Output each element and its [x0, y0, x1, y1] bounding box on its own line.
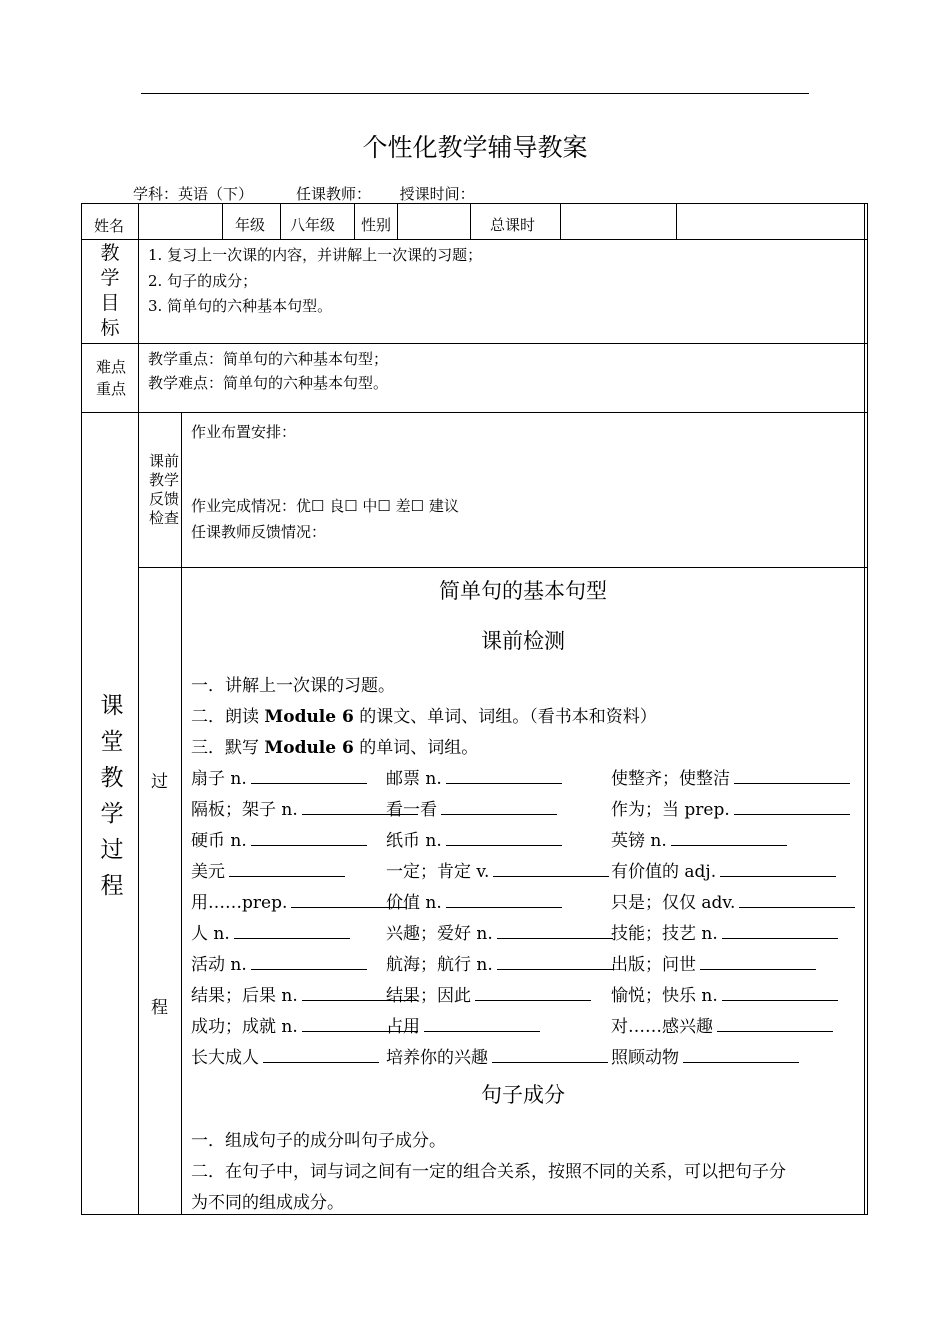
col-divider	[397, 203, 398, 239]
answer-blank[interactable]	[475, 986, 591, 1001]
vocab-item	[191, 981, 418, 1006]
sentence-para-2b: 为不同的组成成分。	[191, 1193, 344, 1213]
vocab-item	[386, 795, 557, 820]
heading-pre-test: 课前检测	[481, 629, 565, 653]
vocab-label: 占用	[386, 1017, 420, 1037]
goals-label: 教 学 目 标	[100, 242, 120, 339]
vocab-item	[191, 795, 418, 820]
heading-sentence-parts: 句子成分	[481, 1083, 565, 1107]
key-label: 难点 重点	[95, 358, 126, 398]
vocab-label: 扇子 n.	[191, 769, 247, 789]
vocab-item	[191, 919, 350, 944]
col-divider	[354, 203, 355, 239]
col-divider	[280, 203, 281, 239]
process-guo: 过	[151, 772, 168, 792]
answer-blank[interactable]	[441, 800, 557, 815]
vocab-item	[611, 888, 855, 913]
label-gender: 性别	[361, 216, 392, 234]
vocab-item	[386, 764, 562, 789]
sentence-para-2: 二．在句子中，词与词之间有一定的组合关系，按照不同的关系，可以把句子分	[191, 1162, 786, 1182]
col-divider	[470, 203, 471, 239]
answer-blank[interactable]	[734, 800, 850, 815]
vocab-label: 价值 n.	[386, 893, 442, 913]
sentence-para-1: 一．组成句子的成分叫句子成分。	[191, 1131, 446, 1151]
vocab-label: 结果；后果 n.	[191, 986, 298, 1006]
heading-basic-patterns: 简单句的基本句型	[439, 579, 607, 603]
goal-item: 1. 复习上一次课的内容，并讲解上一次课的习题；	[148, 246, 483, 264]
answer-blank[interactable]	[683, 1048, 799, 1063]
vocab-item	[386, 857, 609, 882]
vocab-label: 成功；成就 n.	[191, 1017, 298, 1037]
vocab-label: 看一看	[386, 800, 437, 820]
vocab-label: 英镑 n.	[611, 831, 667, 851]
vocab-label: 用……prep.	[191, 893, 288, 913]
process-cheng: 程	[151, 998, 168, 1018]
answer-blank[interactable]	[720, 862, 836, 877]
vocab-item	[191, 1043, 379, 1068]
answer-blank[interactable]	[446, 769, 562, 784]
vocab-item	[611, 764, 850, 789]
answer-blank[interactable]	[722, 986, 838, 1001]
vocab-label: 活动 n.	[191, 955, 247, 975]
answer-blank[interactable]	[717, 1017, 833, 1032]
vocab-item	[386, 1012, 540, 1037]
vocab-label: 长大成人	[191, 1048, 259, 1068]
vocab-label: 一定；肯定 v.	[386, 862, 490, 882]
vocab-item	[611, 981, 838, 1006]
vocab-label: 隔板；架子 n.	[191, 800, 298, 820]
row-divider	[138, 567, 868, 568]
vocab-item	[386, 826, 562, 851]
goal-item: 3. 简单句的六种基本句型。	[148, 297, 333, 315]
answer-blank[interactable]	[734, 769, 850, 784]
vocab-item	[386, 1043, 608, 1068]
row-divider	[81, 412, 868, 413]
col-divider	[676, 203, 677, 239]
page-title: 个性化教学辅导教案	[362, 133, 588, 162]
vocab-label: 结果；因此	[386, 986, 471, 1006]
vocab-item	[191, 857, 345, 882]
row-divider	[81, 343, 868, 344]
vocab-label: 技能；技艺 n.	[611, 924, 718, 944]
answer-blank[interactable]	[671, 831, 787, 846]
header-rule	[141, 93, 809, 94]
vocab-item	[611, 919, 838, 944]
answer-blank[interactable]	[492, 1048, 608, 1063]
para-2: 二．朗读 Module 6 的课文、单词、词组。（看书本和资料）	[191, 707, 657, 727]
col-divider	[138, 203, 139, 1215]
vocab-label: 航海；航行 n.	[386, 955, 493, 975]
vocab-item	[386, 981, 591, 1006]
vocab-label: 纸币 n.	[386, 831, 442, 851]
vocab-item	[611, 826, 787, 851]
meta-time: 授课时间：	[399, 185, 475, 203]
answer-blank[interactable]	[251, 831, 367, 846]
key-line: 教学难点：简单句的六种基本句型。	[148, 374, 389, 392]
label-name: 姓名	[94, 217, 125, 235]
vocab-item	[191, 764, 367, 789]
vocab-item	[611, 795, 850, 820]
answer-blank[interactable]	[497, 924, 613, 939]
value-grade: 八年级	[290, 216, 336, 234]
vocab-item	[191, 888, 407, 913]
vocab-item	[386, 919, 613, 944]
vocab-item	[191, 950, 367, 975]
process-label: 课 堂 教 学 过 程	[100, 693, 124, 899]
vocab-label: 作为；当 prep.	[611, 800, 730, 820]
vocab-label: 硬币 n.	[191, 831, 247, 851]
meta-teacher: 任课教师：	[295, 185, 371, 203]
vocab-label: 有价值的 adj.	[611, 862, 717, 882]
goal-item: 2. 句子的成分；	[148, 272, 258, 290]
answer-blank[interactable]	[722, 924, 838, 939]
vocab-label: 兴趣；爱好 n.	[386, 924, 493, 944]
answer-blank[interactable]	[493, 862, 609, 877]
vocab-item	[191, 1012, 418, 1037]
meta-line	[133, 183, 475, 204]
col-divider	[560, 203, 561, 239]
label-grade: 年级	[235, 216, 266, 234]
vocab-label: 邮票 n.	[386, 769, 442, 789]
answer-blank[interactable]	[424, 1017, 540, 1032]
answer-blank[interactable]	[497, 955, 613, 970]
vocab-item	[611, 857, 836, 882]
answer-blank[interactable]	[739, 893, 855, 908]
hw-arrange: 作业布置安排：	[191, 423, 297, 441]
vocab-item	[611, 1043, 799, 1068]
vocab-label: 对……感兴趣	[611, 1017, 713, 1037]
col-divider	[222, 203, 223, 239]
vocab-label: 照顾动物	[611, 1048, 679, 1068]
row-divider	[81, 239, 868, 240]
pre-check-label: 课前 教学 反馈 检查	[148, 452, 179, 527]
vocab-item	[386, 888, 562, 913]
meta-subject: 学科：英语（下）	[133, 185, 254, 203]
para-3: 三．默写 Module 6 的单词、词组。	[191, 738, 479, 758]
vocab-label: 愉悦；快乐 n.	[611, 986, 718, 1006]
vocab-label: 使整齐；使整洁	[611, 769, 730, 789]
vocab-item	[191, 826, 367, 851]
answer-blank[interactable]	[446, 831, 562, 846]
answer-blank[interactable]	[251, 769, 367, 784]
answer-blank[interactable]	[263, 1048, 379, 1063]
vocab-item	[386, 950, 613, 975]
vocab-label: 只是；仅仅 adv.	[611, 893, 736, 913]
hw-done: 作业完成情况：优☐ 良☐ 中☐ 差☐ 建议	[191, 497, 459, 515]
vocab-label: 出版；问世	[611, 955, 696, 975]
teacher-feedback: 任课教师反馈情况：	[191, 523, 327, 541]
key-line: 教学重点：简单句的六种基本句型；	[148, 350, 389, 368]
answer-blank[interactable]	[251, 955, 367, 970]
vocab-label: 培养你的兴趣	[386, 1048, 488, 1068]
vocab-item	[611, 1012, 833, 1037]
answer-blank[interactable]	[700, 955, 816, 970]
answer-blank[interactable]	[229, 862, 345, 877]
vocab-item	[611, 950, 816, 975]
answer-blank[interactable]	[446, 893, 562, 908]
para-1: 一．讲解上一次课的习题。	[191, 676, 395, 696]
vocab-label: 美元	[191, 862, 225, 882]
answer-blank[interactable]	[234, 924, 350, 939]
vocab-label: 人 n.	[191, 924, 230, 944]
label-total-hours: 总课时	[490, 216, 536, 234]
